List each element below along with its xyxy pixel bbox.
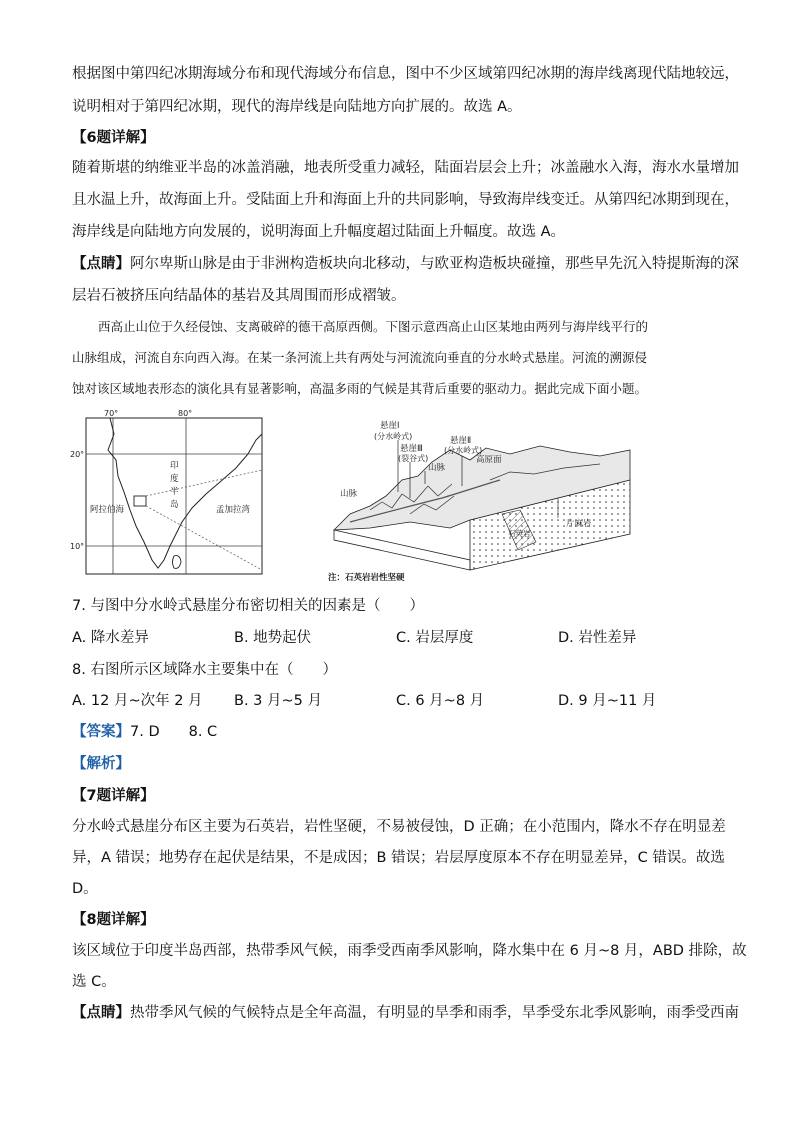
section-header: 【6题详解】 — [72, 130, 155, 146]
peninsula-char: 印 — [170, 461, 179, 471]
tip-label: 【点睛】 — [72, 256, 130, 272]
gneiss-label: 片麻岩 — [566, 519, 592, 529]
peninsula-char: 岛 — [170, 500, 179, 510]
text-line: 随着斯堪的纳维亚半岛的冰盖消融，地表所受重力减轻，陆面岩层会上升；冰盖融水入海，海水水量增加 — [72, 160, 739, 176]
option-b[interactable]: B. 3 月~5 月 — [234, 693, 322, 709]
option-c[interactable]: C. 6 月~8 月 — [396, 693, 485, 709]
lat-label: 20° — [70, 450, 85, 459]
text-line: 根据图中第四纪冰期海域分布和现代海域分布信息，图中不少区域第四纪冰期的海岸线离现代陆地较远， — [72, 66, 739, 82]
cliff3-label: 悬崖Ⅲ — [400, 444, 423, 454]
text-line: 该区域位于印度半岛西部，热带季风气候，雨季受西南季风影响，降水集中在 6 月~8 月，ABD 排除，故 — [72, 943, 747, 959]
text-line: 层岩石被挤压向结晶体的基岩及其周围而形成褶皱。 — [72, 288, 406, 304]
lon-label: 80° — [178, 410, 193, 418]
tip-label: 【点睛】 — [72, 1005, 130, 1021]
passage-line: 蚀对该区域地表形态的演化具有显著影响，高温多雨的气候是其背后重要的驱动力。据此完成下面小题。 — [72, 381, 648, 396]
passage-line: 西高止山位于久经侵蚀、支离破碎的德干高原西侧。下图示意西高止山区某地由两列与海岸线平行的 — [98, 319, 649, 334]
cliff3-type: (裂谷式) — [398, 454, 429, 463]
question-stem: 7. 与图中分水岭式悬崖分布密切相关的因素是（ ） — [72, 598, 424, 614]
text-line: D。 — [72, 881, 98, 897]
cliff1-type: (分水岭式) — [374, 432, 413, 441]
tip-paragraph — [72, 254, 739, 274]
answer-label: 【答案】 — [72, 724, 130, 740]
tip-paragraph — [72, 1003, 739, 1023]
lat-label: 10° — [70, 542, 85, 551]
text-line: 异，A 错误；地势存在起伏是结果，不是成因；B 错误；岩层厚度原本不存在明显差异，C 错误。故选 — [72, 850, 725, 866]
option-d[interactable]: D. 9 月~11 月 — [558, 693, 657, 709]
text-line: 且水温上升，故海面上升。受陆面上升和海面上升的共同影响，导致海岸线变迁。从第四纪冰期到现在， — [72, 192, 739, 208]
option-a[interactable]: A. 12 月~次年 2 月 — [72, 693, 203, 709]
peninsula-char: 半 — [170, 487, 179, 497]
block-diagram — [328, 420, 630, 582]
quartzite-label: 石英岩 — [508, 529, 531, 538]
option-c[interactable]: C. 岩层厚度 — [396, 630, 474, 646]
tip-text: 阿尔卑斯山脉是由于非洲构造板块向北移动，与欧亚构造板块碰撞，那些早先沉入特提斯海的深 — [130, 256, 739, 272]
question-stem: 8. 右图所示区域降水主要集中在（ ） — [72, 662, 337, 678]
section-header: 【7题详解】 — [72, 788, 155, 804]
passage-line: 山脉组成，河流自东向西入海。在某一条河流上共有两处与河流流向垂直的分水岭式悬崖。河流的溯源侵 — [72, 350, 648, 365]
option-a[interactable]: A. 降水差异 — [72, 630, 149, 646]
text-line: 说明相对于第四纪冰期，现代的海岸线是向陆地方向扩展的。故选 A。 — [72, 99, 522, 115]
text-line: 海岸线是向陆地方向发展的，说明海面上升幅度超过陆面上升幅度。故选 A。 — [72, 224, 566, 240]
mountain-label-east: 山脉 — [428, 463, 446, 473]
block-front-face — [334, 530, 470, 570]
peninsula-char: 度 — [170, 474, 179, 484]
text-line: 选 C。 — [72, 974, 116, 990]
text-line: 分水岭式悬崖分布区主要为石英岩，岩性坚硬，不易被侵蚀，D 正确；在小范围内，降水不存在明显差 — [72, 819, 726, 835]
cliff1-label: 悬崖Ⅰ — [380, 421, 400, 431]
cliff2-label: 悬崖Ⅱ — [450, 436, 472, 446]
option-d[interactable]: D. 岩性差异 — [558, 630, 637, 646]
analysis-label: 【解析】 — [72, 756, 130, 772]
answer-text: 7. D 8. C — [130, 724, 218, 740]
lon-label: 70° — [104, 410, 119, 418]
option-b[interactable]: B. 地势起伏 — [234, 630, 312, 646]
bay-of-bengal-label: 孟加拉湾 — [216, 505, 251, 515]
cliff2-type: (分水岭式) — [444, 446, 483, 455]
figure-map-and-block-diagram — [70, 410, 650, 582]
tip-text: 热带季风气候的气候特点是全年高温，有明显的旱季和雨季，旱季受东北季风影响，雨季受西南 — [130, 1005, 739, 1021]
section-header: 【8题详解】 — [72, 912, 155, 928]
arabian-sea-label: 阿拉伯海 — [90, 505, 125, 515]
location-map — [70, 410, 262, 574]
plateau-label: 高原面 — [476, 455, 502, 465]
answer-line — [72, 722, 217, 742]
mountain-label-west: 山脉 — [340, 489, 358, 499]
figure-note: 注：石英岩岩性坚硬 — [328, 573, 405, 582]
